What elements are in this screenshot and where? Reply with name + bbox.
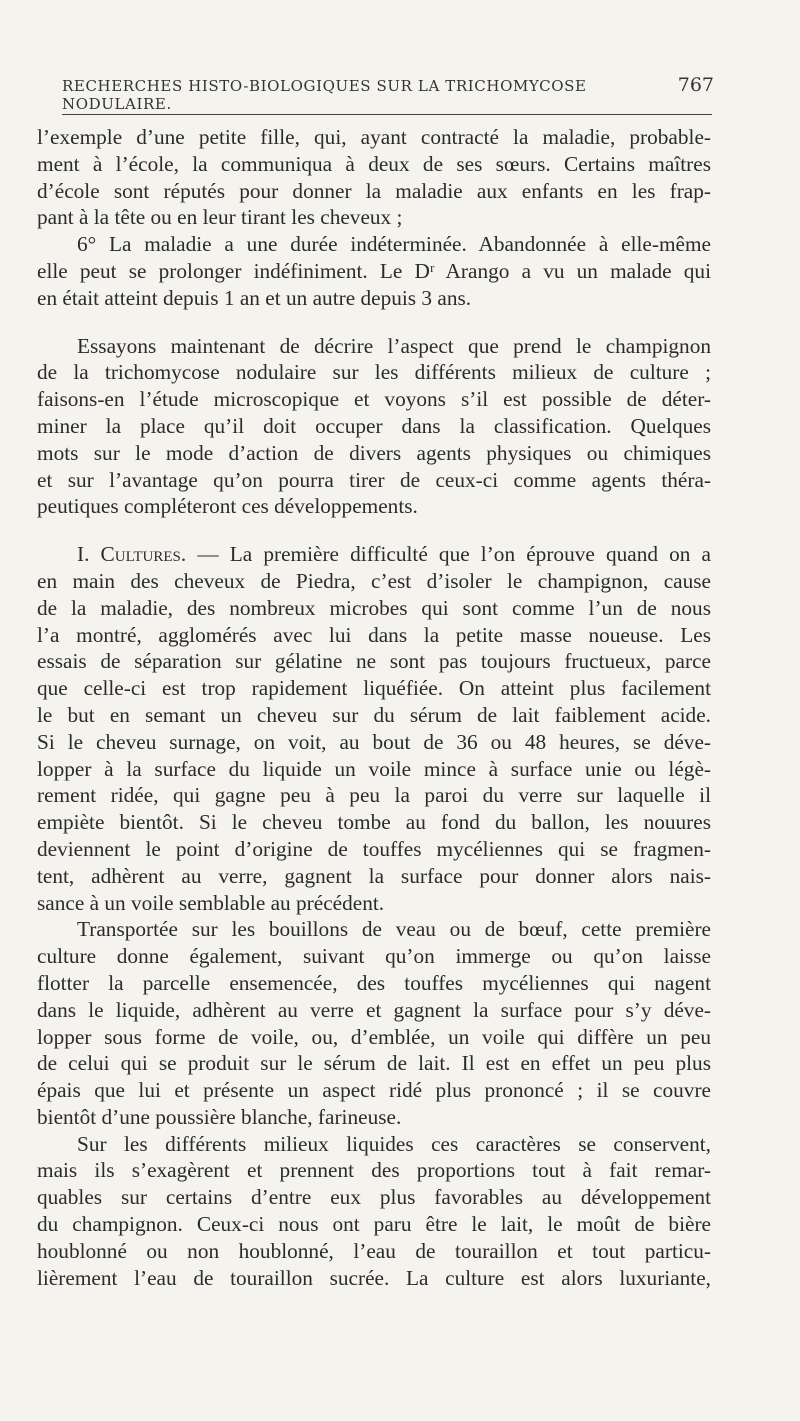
- text-line: l’a montré, agglomérés avec lui dans la petite masse noueuse. Les: [37, 622, 711, 647]
- paragraph-introduction: [37, 333, 711, 521]
- text-line: en main des cheveux de Piedra, c’est d’isoler le champignon, cause: [37, 568, 711, 593]
- page-number: 767: [677, 74, 714, 96]
- running-head: [62, 74, 714, 113]
- text-line: elle peut se prolonger indéfiniment. Le Dʳ Arango a vu un malade qui: [37, 258, 711, 283]
- text-line: que celle-ci est trop rapidement liquéfiée. On atteint plus facilement: [37, 676, 711, 701]
- text-line: d’école sont réputés pour donner la maladie aux enfants en les frap-: [37, 178, 711, 203]
- text-line: l’exemple d’une petite fille, qui, ayant contracté la maladie, probable-: [37, 125, 711, 149]
- text-line: Essayons maintenant de décrire l’aspect que prend le champignon: [77, 333, 711, 358]
- text-line: et sur l’avantage qu’on pourra tirer de ceux-ci comme agents théra-: [37, 467, 711, 492]
- text-line: peutiques compléteront ces développements.: [37, 494, 418, 519]
- header-rule: [62, 114, 712, 115]
- text-line: mots sur le mode d’action de divers agents physiques ou chimiques: [37, 440, 711, 465]
- text-line: Sur les différents milieux liquides ces caractères se conservent,: [77, 1131, 711, 1156]
- text-line: 6° La maladie a une durée indéterminée. Abandonnée à elle-même: [77, 232, 711, 257]
- paragraph-gap: [37, 520, 711, 541]
- text-line: du champignon. Ceux-ci nous ont paru être le lait, le moût de bière: [37, 1212, 711, 1237]
- section-cultures: [37, 541, 711, 916]
- text-line: flotter la parcelle ensemencée, des touffes mycéliennes qui nagent: [37, 970, 711, 995]
- text-line: empiète bientôt. Si le cheveu tombe au fond du ballon, les nouures: [37, 810, 711, 835]
- text-line: Transportée sur les bouillons de veau ou de bœuf, cette première: [77, 917, 711, 942]
- text-line: bientôt d’une poussière blanche, farineuse.: [37, 1104, 402, 1129]
- text-line: épais que lui et présente un aspect ridé plus prononcé ; il se couvre: [37, 1078, 711, 1103]
- text-line: faisons-en l’étude microscopique et voyons s’il est possible de déter-: [37, 387, 711, 412]
- text-line: essais de séparation sur gélatine ne sont pas toujours fructueux, parce: [37, 649, 711, 674]
- text-line: lièrement l’eau de touraillon sucrée. La culture est alors luxuriante,: [37, 1265, 711, 1290]
- paragraph-duration: [37, 231, 711, 311]
- body-text: [37, 124, 711, 1291]
- text-line: miner la place qu’il doit occuper dans la classification. Quelques: [37, 413, 711, 438]
- paragraph-bouillons: [37, 916, 711, 1130]
- text-line-content: — La première difficulté que l’on éprouve quand on a: [186, 542, 711, 567]
- text-line: houblonné ou non houblonné, l’eau de touraillon et tout particu-: [37, 1238, 711, 1263]
- text-line: dans le liquide, adhèrent au verre et gagnent la surface pour s’y déve-: [37, 997, 711, 1022]
- paragraph-milieux-liquides: [37, 1131, 711, 1292]
- text-line: en était atteint depuis 1 an et un autre depuis 3 ans.: [37, 285, 472, 310]
- paragraph-continuation: [37, 124, 711, 231]
- text-line: tent, adhèrent au verre, gagnent la surface pour donner alors nais-: [37, 863, 711, 888]
- text-line: le but en semant un cheveu sur du sérum de lait faiblement acide.: [37, 702, 711, 727]
- text-line: ment à l’école, la communiqua à deux de ses sœurs. Certains maîtres: [37, 151, 711, 176]
- text-line: [37, 541, 711, 568]
- text-line: de la trichomycose nodulaire sur les différents milieux de culture ;: [37, 360, 711, 385]
- text-line: rement ridée, qui gagne peu à peu la paroi du verre sur laquelle il: [37, 783, 711, 808]
- text-line: sance à un voile semblable au précédent.: [37, 890, 385, 915]
- text-line: culture donne également, suivant qu’on immerge ou qu’on laisse: [37, 944, 711, 969]
- text-line: lopper à la surface du liquide un voile mince à surface unie ou légè-: [37, 756, 711, 781]
- text-line: deviennent le point d’origine de touffes mycéliennes qui se fragmen-: [37, 836, 711, 861]
- text-line: pant à la tête ou en leur tirant les cheveux ;: [37, 205, 403, 230]
- text-line: quables sur certains d’entre eux plus favorables au développement: [37, 1185, 711, 1210]
- paragraph-gap: [37, 312, 711, 333]
- running-title: RECHERCHES HISTO-BIOLOGIQUES SUR LA TRICHOMYCOSE NODULAIRE.: [62, 77, 587, 113]
- section-heading: I. Cultures.: [77, 542, 187, 567]
- text-line: de celui qui se produit sur le sérum de lait. Il est en effet un peu plus: [37, 1051, 711, 1076]
- text-line: lopper sous forme de voile, ou, d’emblée, un voile qui diffère un peu: [37, 1024, 711, 1049]
- text-line: mais ils s’exagèrent et prennent des proportions tout à fait remar-: [37, 1158, 711, 1183]
- text-line: Si le cheveu surnage, on voit, au bout de 36 ou 48 heures, se déve-: [37, 729, 711, 754]
- text-line: de la maladie, des nombreux microbes qui sont comme l’un de nous: [37, 595, 711, 620]
